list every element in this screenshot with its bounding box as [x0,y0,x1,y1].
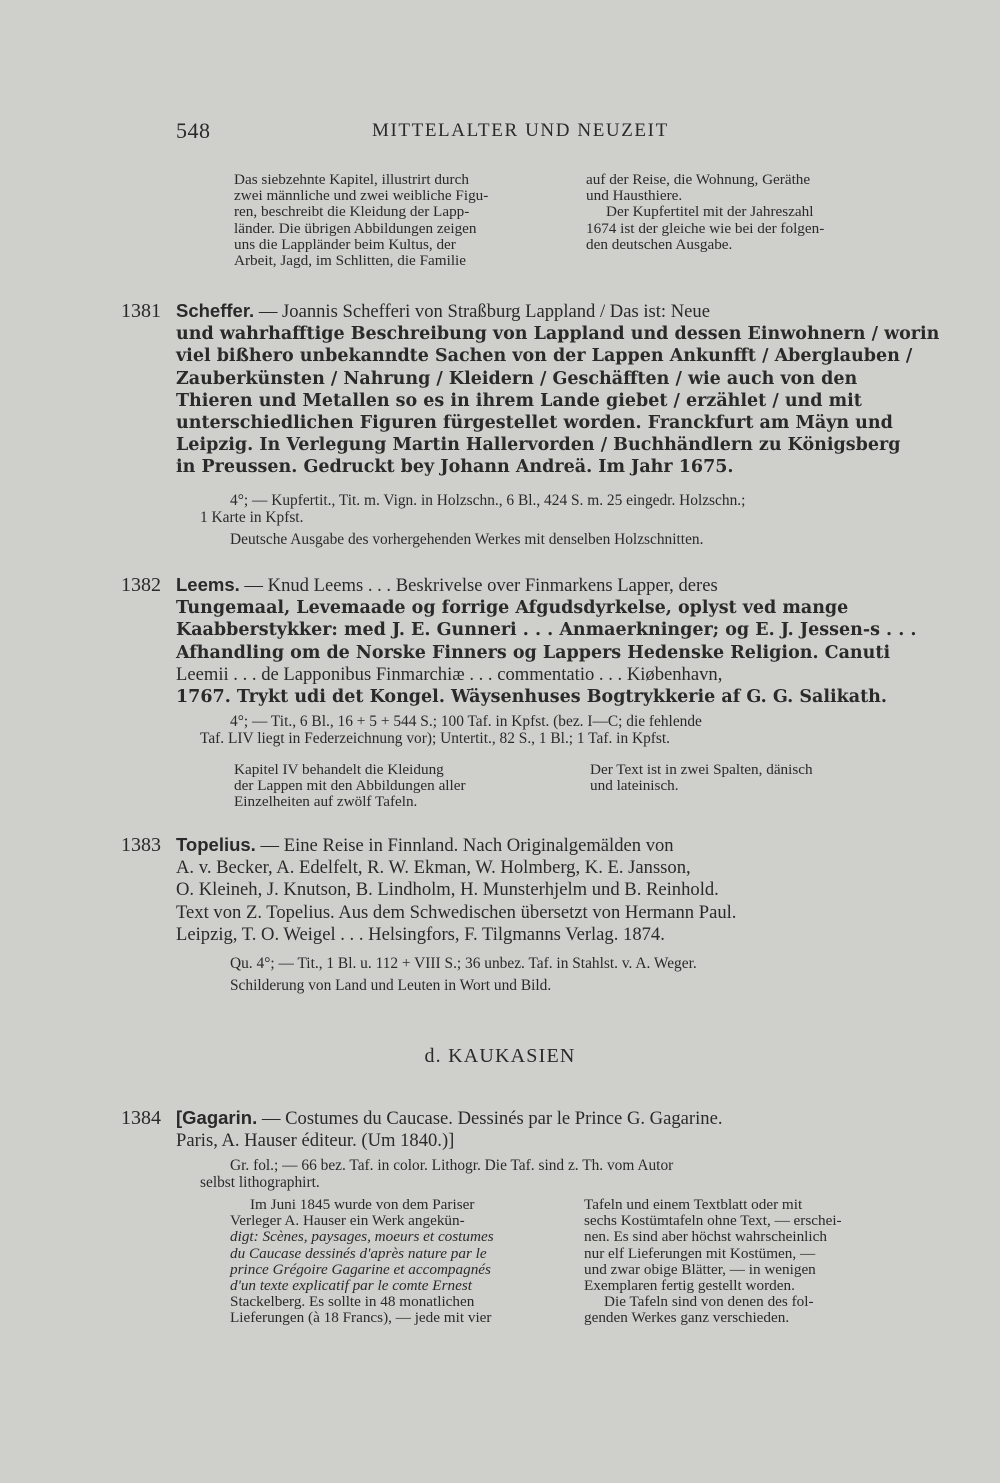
entry-title-line: Leipzig, T. O. Weigel . . . Helsingfors, F. Tilgmanns Verlag. 1874. [176,923,665,945]
text-line: Exemplaren fertig gestellt worden. [584,1277,795,1295]
text-line: Der Text ist in zwei Spalten, dänisch [590,761,813,778]
text-line: uns die Lappländer beim Kultus, der [234,235,456,253]
entry-title-line: Leemii . . . de Lapponibus Finmarchiæ . . . commentatio . . . Kiøbenhavn, [176,663,723,685]
running-title: MITTELALTER UND NEUZEIT [372,120,669,141]
text-line: Kapitel IV behandelt die Kleidung [234,761,444,778]
entry-title-line: Afhandling om de Norske Finners og Lappers Hedenske Religion. Canuti [176,642,891,663]
text-line: Einzelheiten auf zwölf Tafeln. [234,793,418,811]
entry-title-line: Tungemaal, Levemaade og forrige Afgudsdyrkelse, oplyst ved mange [176,598,849,619]
entry-1382-left-column [234,762,564,811]
note-line: Schilderung von Land und Leuten in Wort und Bild. [230,977,552,994]
text-line: Die Tafeln sind von denen des fol- [604,1293,814,1311]
entry-1381 [176,300,940,479]
text-line: prince Grégoire Gagarine et accompagnés [230,1260,491,1278]
entry-author: Topelius. [176,834,256,855]
collation-line: 4°; — Tit., 6 Bl., 16 + 5 + 544 S.; 100 Taf. in Kpfst. (bez. I—C; die fehlende [230,713,702,730]
entry-title-line: — Knud Leems . . . Beskrivelse over Finmarkens Lapper, deres [244,575,718,596]
text-line: Arbeit, Jagd, im Schlitten, die Familie [234,252,466,270]
entry-title-line: — Joannis Schefferi von Straßburg Lappland / Das ist: Neue [258,301,710,322]
collation-line: Gr. fol.; — 66 bez. Taf. in color. Lithogr. Die Taf. sind z. Th. vom Autor [230,1157,674,1174]
text-line: sechs Kostümtafeln ohne Text, — erschei- [584,1212,842,1230]
entry-1384-left-column [230,1197,560,1327]
text-line: ren, beschreibt die Kleidung der Lapp- [234,203,470,221]
entry-author: [Gagarin. [176,1107,258,1128]
text-line: nur elf Lieferungen mit Kostümen, — [584,1244,816,1262]
entry-author: Leems. [176,574,240,595]
entry-title-line: — Costumes du Caucase. Dessinés par le Prince G. Gagarine. [261,1108,723,1129]
text-line: digt: Scènes, paysages, moeurs et costumes [230,1228,494,1246]
page-number: 548 [176,118,211,143]
entry-1384-right-column [584,1197,909,1327]
text-line: Tafeln und einem Textblatt oder mit [584,1196,803,1213]
entry-author: Scheffer. [176,300,255,321]
intro-left-column [234,172,559,269]
collation-line: 4°; — Kupfertit., Tit. m. Vign. in Holzschn., 6 Bl., 424 S. m. 25 eingedr. Holzschn.; [230,492,746,509]
section-heading: d. KAUKASIEN [424,1045,576,1067]
entry-1384-notes [200,1157,906,1191]
entry-number: 1384 [121,1107,161,1129]
text-line: 1674 ist der gleiche wie bei der folgen- [586,219,825,237]
text-line: der Lappen mit den Abbildungen aller [234,777,466,795]
entry-title-line: A. v. Becker, A. Edelfelt, R. W. Ekman, W. Holmberg, K. E. Jansson, [176,857,691,879]
entry-title-line: Text von Z. Topelius. Aus dem Schwedischen übersetzt von Hermann Paul. [176,901,737,923]
entry-title-line: Paris, A. Hauser éditeur. (Um 1840.)] [176,1130,455,1152]
entry-title-line: Leipzig. In Verlegung Martin Hallervorden / Buchhändlern zu Königsberg [176,435,901,456]
entry-1382 [176,574,917,708]
note-line: Deutsche Ausgabe des vorhergehenden Werkes mit denselben Holzschnitten. [230,531,704,548]
text-line: du Caucase dessinés d'après nature par le [230,1244,487,1262]
collation-line: Taf. LIV liegt in Federzeichnung vor); Untertit., 82 S., 1 Bl.; 1 Taf. in Kpfst. [200,730,671,747]
text-line: zwei männliche und zwei weibliche Figu- [234,187,489,205]
intro-right-column [586,172,911,253]
entry-title-line: — Eine Reise in Finnland. Nach Originalgemälden von [260,835,674,856]
text-line: Lieferungen (à 18 Francs), — jede mit vier [230,1309,492,1327]
entry-title-line: Kaabberstykker: med J. E. Gunneri . . . Anmaerkninger; og E. J. Jessen-s . . . [176,620,917,641]
entry-number: 1382 [121,574,161,596]
entry-title-line: in Preussen. Gedruckt bey Johann Andreä. Im Jahr 1675. [176,457,734,478]
text-line: länder. Die übrigen Abbildungen zeigen [234,219,477,237]
text-line: d'un texte explicatif par le comte Ernest [230,1277,472,1295]
text-line: den deutschen Ausgabe. [586,235,733,253]
entry-number: 1381 [121,300,161,322]
entry-title-line: Thieren und Metallen so es in ihrem Lande giebet / erzählet / und mit [176,390,862,411]
entry-1382-right-column [590,762,910,794]
entry-title-line: Zauberkünsten / Nahrung / Kleidern / Geschäfften / wie auch von den [176,368,858,389]
collation-line: Qu. 4°; — Tit., 1 Bl. u. 112 + VIII S.; 36 unbez. Taf. in Stahlst. v. A. Weger. [230,955,697,972]
text-line: Im Juni 1845 wurde von dem Pariser [250,1196,475,1213]
entry-1382-notes [200,713,906,747]
entry-1383 [176,834,906,946]
text-line: und zwar obige Blätter, — in wenigen [584,1260,816,1278]
text-line: auf der Reise, die Wohnung, Geräthe [586,171,811,188]
entry-number: 1383 [121,834,161,856]
text-line: und lateinisch. [590,777,679,795]
entry-1383-notes [200,955,906,994]
text-line: genden Werkes ganz verschieden. [584,1309,790,1327]
entry-title-line: und wahrhafftige Beschreibung von Lappland und dessen Einwohnern / worin [176,324,940,345]
text-line: Stackelberg. Es sollte in 48 monatlichen [230,1293,475,1311]
text-line: und Hausthiere. [586,187,683,205]
text-line: Das siebzehnte Kapitel, illustrirt durch [234,171,469,188]
entry-1384 [176,1107,906,1152]
text-line: Verleger A. Hauser ein Werk angekün- [230,1212,465,1230]
collation-line: selbst lithographirt. [200,1174,320,1191]
text-line: nen. Es sind aber höchst wahrscheinlich [584,1228,827,1246]
entry-title-line: 1767. Trykt udi det Kongel. Wäysenhuses Bogtrykkerie af G. G. Salikath. [176,687,887,708]
entry-1381-notes [200,492,906,548]
entry-title-line: O. Kleineh, J. Knutson, B. Lindholm, H. Munsterhjelm und B. Reinhold. [176,879,719,901]
entry-title-line: viel bißhero unbekanndte Sachen von der Lappen Ankunfft / Aberglauben / [176,346,913,367]
entry-title-line: unterschiedlichen Figuren fürgestellet worden. Franckfurt am Mäyn und [176,413,893,434]
text-line: Der Kupfertitel mit der Jahreszahl [606,203,814,221]
collation-line: 1 Karte in Kpfst. [200,509,304,526]
